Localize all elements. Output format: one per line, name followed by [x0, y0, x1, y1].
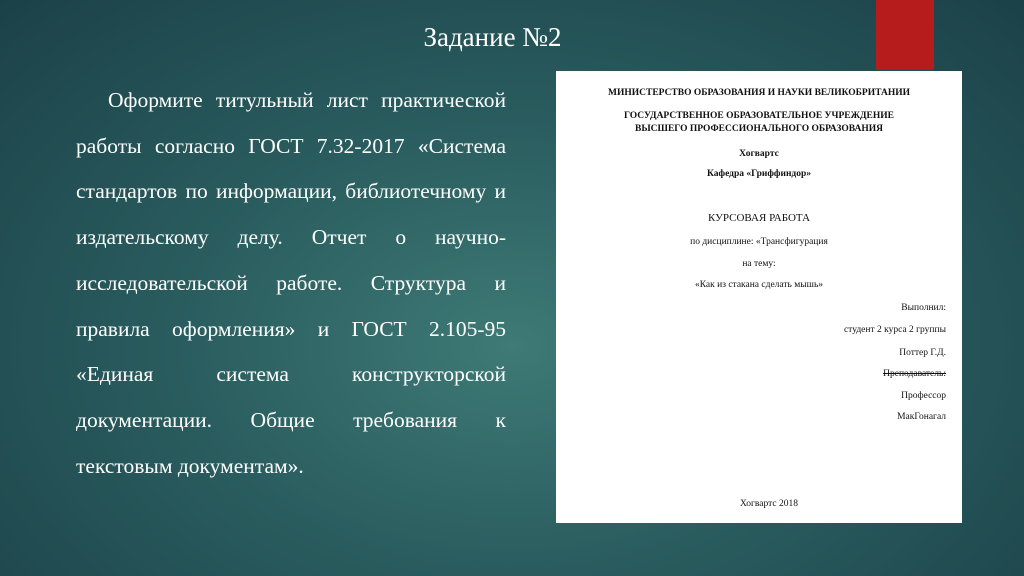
discipline-line: по дисциплине: «Трансфигурация — [690, 237, 828, 247]
student-name: Поттер Г.Д. — [899, 348, 946, 358]
topic-label: на тему: — [742, 259, 776, 269]
department-name: Кафедра «Гриффиндор» — [706, 169, 812, 179]
performed-label: Выполнил: — [901, 303, 946, 313]
task-description: Оформите титульный лист практической работы согласно ГОСТ 7.32-2017 «Система стандартов по информации, библиотечному и издательскому делу. Отчет о научно-исследовательской работе. Структура и правила оформления» и ГОСТ 2.105-95 «Единая система конструкторской документации. Общие требования к текстовым документам». — [76, 88, 506, 478]
work-type: КУРСОВАЯ РАБОТА — [707, 212, 811, 224]
teacher-title: Профессор — [901, 391, 946, 401]
institution-line-2: ВЫСШЕГО ПРОФЕССИОНАЛЬНОГО ОБРАЗОВАНИЯ — [635, 124, 883, 134]
teacher-label: Преподаватель: — [883, 369, 946, 379]
ministry-line: МИНИСТЕРСТВО ОБРАЗОВАНИЯ И НАУКИ ВЕЛИКОБРИТАНИИ — [607, 88, 910, 98]
title-page-sample — [556, 71, 962, 523]
student-info: студент 2 курса 2 группы — [843, 325, 946, 335]
school-name: Хогвартс — [739, 149, 779, 159]
topic-text: «Как из стакана сделать мышь» — [694, 280, 824, 290]
teacher-name: МакГонагал — [897, 412, 946, 422]
slide-title: Задание №2 — [423, 22, 562, 52]
institution-line-1: ГОСУДАРСТВЕННОЕ ОБРАЗОВАТЕЛЬНОЕ УЧРЕЖДЕНИЕ — [623, 111, 895, 121]
footer-city-year: Хогвартс 2018 — [740, 499, 798, 509]
